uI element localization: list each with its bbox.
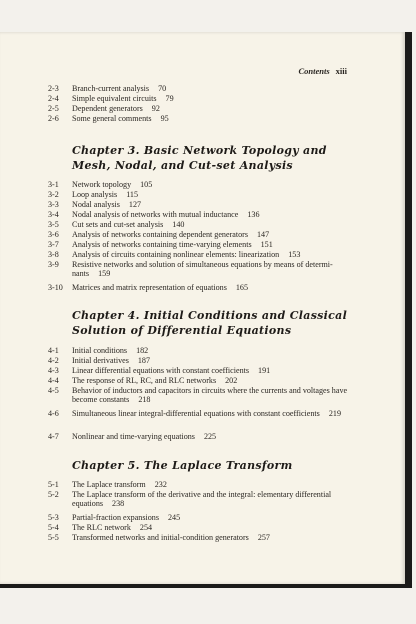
toc-entry: 5-2 The Laplace transform of the derivative and the integral: elementary differential equations 238 xyxy=(48,490,332,509)
toc-entry: 3-9 Resistive networks and solution of simultaneous equations by means of determi- nants 159 xyxy=(48,260,333,279)
toc-entry: 2-6 Some general comments 95 xyxy=(48,114,169,123)
book-page xyxy=(0,32,405,584)
toc-entry: 2-5 Dependent generators 92 xyxy=(48,104,160,113)
toc-entry: 4-5 Behavior of inductors and capacitors in circuits where the currents and voltages have become constants 218 xyxy=(48,386,348,405)
toc-entry: 4-1 Initial conditions 182 xyxy=(48,346,149,355)
running-head xyxy=(298,66,347,76)
running-head-title: Contents xyxy=(298,66,330,76)
toc-entry: 5-4 The RLC network 254 xyxy=(48,523,153,532)
toc-entry: 5-1 The Laplace transform 232 xyxy=(48,480,167,489)
toc-entry: 3-3 Nodal analysis 127 xyxy=(48,200,142,209)
toc-entry: 3-7 Analysis of networks containing time-varying elements 151 xyxy=(48,240,273,249)
toc-entry: 4-4 The response of RL, RC, and RLC networks 202 xyxy=(48,376,238,385)
toc-entry: 4-3 Linear differential equations with constant coefficients 191 xyxy=(48,366,271,375)
toc-entry: 3-5 Cut sets and cut-set analysis 140 xyxy=(48,220,185,229)
toc-entry: 3-4 Nodal analysis of networks with mutual inductance 136 xyxy=(48,210,260,219)
toc-entry: 2-4 Simple equivalent circuits 79 xyxy=(48,94,174,103)
toc-entry: 5-5 Transformed networks and initial-condition generators 257 xyxy=(48,533,270,542)
toc-entry: 5-3 Partial-fraction expansions 245 xyxy=(48,513,181,522)
toc-entry: 4-7 Nonlinear and time-varying equations 225 xyxy=(48,432,217,441)
chapter-5-heading: Chapter 5. The Laplace Transform xyxy=(72,459,293,472)
toc-entry: 3-8 Analysis of circuits containing nonlinear elements: linearization 153 xyxy=(48,250,301,259)
toc-entry: 3-1 Network topology 105 xyxy=(48,180,153,189)
chapter-3-heading: Chapter 3. Basic Network Topology and Mesh, Nodal, and Cut-set Analysis xyxy=(72,144,327,172)
toc-entry: 3-2 Loop analysis 115 xyxy=(48,190,139,199)
toc-entry: 3-6 Analysis of networks containing dependent generators 147 xyxy=(48,230,270,239)
chapter-4-heading: Chapter 4. Initial Conditions and Classical Solution of Differential Equations xyxy=(72,309,348,337)
toc-entry: 4-2 Initial derivatives 187 xyxy=(48,356,151,365)
toc-entry: 4-6 Simultaneous linear integral-differential equations with constant coefficients 219 xyxy=(48,409,341,418)
running-head-page: xiii xyxy=(335,66,347,76)
toc-entry: 3-10 Matrices and matrix representation of equations 165 xyxy=(48,283,248,292)
toc-entry: 2-3 Branch-current analysis 70 xyxy=(48,84,167,93)
